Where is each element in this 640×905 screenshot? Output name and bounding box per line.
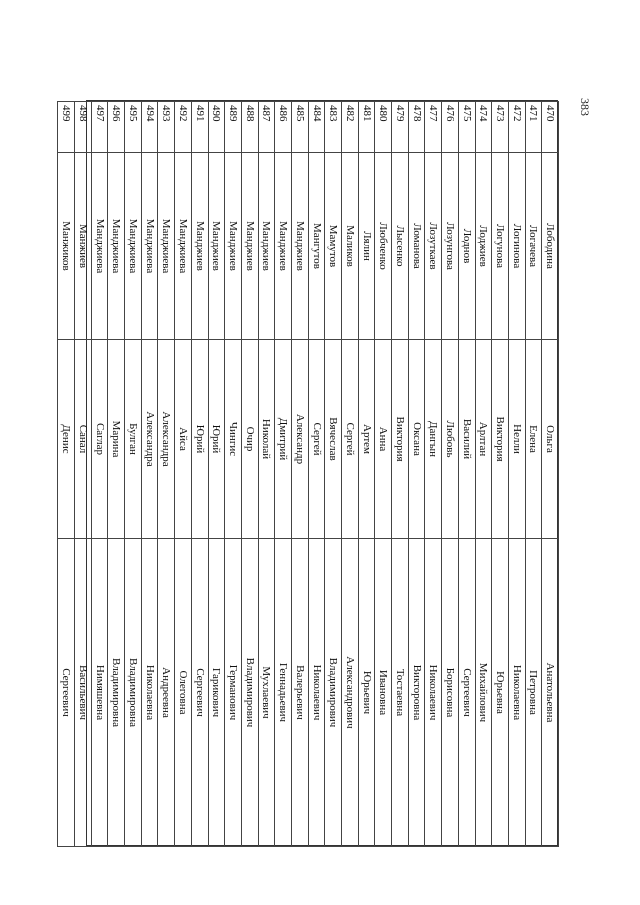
table-row (408, 102, 425, 847)
table-row (275, 102, 292, 847)
cell-num: 498 (75, 102, 92, 153)
cell-patronymic: Викторовна (408, 539, 425, 847)
cell-name: Юрий (191, 340, 208, 539)
cell-num: 492 (175, 102, 192, 153)
table-row (325, 102, 342, 847)
cell-surname: Манджиев (191, 153, 208, 340)
cell-patronymic: Петровна (525, 539, 542, 847)
cell-num: 474 (475, 102, 492, 153)
cell-num: 491 (191, 102, 208, 153)
table-row (208, 102, 225, 847)
cell-num: 499 (58, 102, 75, 153)
cell-surname: Манджиев (241, 153, 258, 340)
cell-name: Арлтан (475, 340, 492, 539)
cell-surname: Лозуткаев (425, 153, 442, 340)
cell-surname: Манджиева (141, 153, 158, 340)
cell-patronymic: Сергеевич (58, 539, 75, 847)
cell-name: Дангын (425, 340, 442, 539)
name-list-table (60, 100, 558, 846)
cell-surname: Маликов (342, 153, 359, 340)
page-number: 383 (578, 98, 592, 116)
cell-surname: Лоднов (458, 153, 475, 340)
cell-name: Александр (292, 340, 309, 539)
cell-name: Анна (375, 340, 392, 539)
cell-num: 471 (525, 102, 542, 153)
cell-num: 486 (275, 102, 292, 153)
cell-name: Саглар (91, 340, 108, 539)
cell-num: 494 (141, 102, 158, 153)
cell-patronymic: Мухлаевич (258, 539, 275, 847)
cell-patronymic: Тостаевна (392, 539, 409, 847)
table-row (442, 102, 459, 847)
cell-surname: Мангутов (308, 153, 325, 340)
cell-num: 487 (258, 102, 275, 153)
table-row (108, 102, 125, 847)
cell-patronymic: Нимяшевна (91, 539, 108, 847)
table-row (475, 102, 492, 847)
cell-num: 480 (375, 102, 392, 153)
cell-surname: Логунова (492, 153, 509, 340)
cell-surname: Манджиев (275, 153, 292, 340)
cell-name: Артем (358, 340, 375, 539)
cell-surname: Лялин (358, 153, 375, 340)
cell-num: 488 (241, 102, 258, 153)
cell-num: 473 (492, 102, 509, 153)
cell-num: 490 (208, 102, 225, 153)
cell-num: 482 (342, 102, 359, 153)
cell-patronymic: Владимирович (241, 539, 258, 847)
cell-patronymic: Николаевич (425, 539, 442, 847)
table-row (392, 102, 409, 847)
cell-name: Марина (108, 340, 125, 539)
rotated-table-content (60, 101, 559, 847)
cell-name: Булган (125, 340, 142, 539)
cell-name: Дмитрий (275, 340, 292, 539)
cell-name: Денис (58, 340, 75, 539)
table-row (542, 102, 559, 847)
table-row (141, 102, 158, 847)
cell-patronymic: Юрьевич (358, 539, 375, 847)
cell-name: Елена (525, 340, 542, 539)
cell-num: 472 (508, 102, 525, 153)
cell-num: 495 (125, 102, 142, 153)
cell-surname: Лысенко (392, 153, 409, 340)
cell-name: Очир (241, 340, 258, 539)
cell-surname: Логачева (525, 153, 542, 340)
cell-patronymic: Владимирович (325, 539, 342, 847)
table-row (58, 102, 75, 847)
cell-name: Юрий (208, 340, 225, 539)
cell-name: Оксана (408, 340, 425, 539)
cell-surname: Ломанова (408, 153, 425, 340)
table-row (525, 102, 542, 847)
cell-patronymic: Германович (225, 539, 242, 847)
cell-name: Василий (458, 340, 475, 539)
cell-patronymic: Анатольевна (542, 539, 559, 847)
table-row (258, 102, 275, 847)
cell-surname: Логинова (508, 153, 525, 340)
cell-patronymic: Владимировна (125, 539, 142, 847)
cell-surname: Манджиев (208, 153, 225, 340)
cell-name: Вячеслав (325, 340, 342, 539)
cell-name: Любовь (442, 340, 459, 539)
cell-patronymic: Борисовна (442, 539, 459, 847)
cell-surname: Манжиков (58, 153, 75, 340)
table-row (241, 102, 258, 847)
table-row (175, 102, 192, 847)
cell-patronymic: Сергеевич (458, 539, 475, 847)
cell-surname: Мамутов (325, 153, 342, 340)
table-row (158, 102, 175, 847)
cell-surname: Манджиева (175, 153, 192, 340)
cell-surname: Манджиев (225, 153, 242, 340)
cell-num: 485 (292, 102, 309, 153)
cell-patronymic: Ивановна (375, 539, 392, 847)
cell-num: 496 (108, 102, 125, 153)
cell-patronymic: Сергеевич (191, 539, 208, 847)
table-row (292, 102, 309, 847)
cell-name: Чингис (225, 340, 242, 539)
cell-patronymic: Васильевич (75, 539, 92, 847)
cell-num: 483 (325, 102, 342, 153)
cell-num: 479 (392, 102, 409, 153)
cell-patronymic: Андреевна (158, 539, 175, 847)
cell-surname: Лоджиев (475, 153, 492, 340)
cell-patronymic: Владимировна (108, 539, 125, 847)
table-row (375, 102, 392, 847)
cell-patronymic: Гарикович (208, 539, 225, 847)
cell-name: Виктория (392, 340, 409, 539)
table-row (225, 102, 242, 847)
table-row (191, 102, 208, 847)
cell-patronymic: Михайлович (475, 539, 492, 847)
cell-surname: Лозунгова (442, 153, 459, 340)
cell-name: Санал (75, 340, 92, 539)
cell-patronymic: Валерьевич (292, 539, 309, 847)
cell-num: 475 (458, 102, 475, 153)
cell-surname: Лободина (542, 153, 559, 340)
cell-patronymic: Николаевна (508, 539, 525, 847)
cell-name: Ольга (542, 340, 559, 539)
cell-patronymic: Александрович (342, 539, 359, 847)
cell-name: Сергей (342, 340, 359, 539)
cell-surname: Манджиева (125, 153, 142, 340)
table (57, 101, 559, 847)
table-row (508, 102, 525, 847)
cell-num: 477 (425, 102, 442, 153)
cell-num: 497 (91, 102, 108, 153)
cell-surname: Манджиева (158, 153, 175, 340)
cell-num: 489 (225, 102, 242, 153)
cell-name: Николай (258, 340, 275, 539)
cell-surname: Манджиев (258, 153, 275, 340)
table-row (75, 102, 92, 847)
cell-num: 484 (308, 102, 325, 153)
cell-surname: Любченко (375, 153, 392, 340)
cell-name: Виктория (492, 340, 509, 539)
cell-num: 470 (542, 102, 559, 153)
cell-name: Александра (141, 340, 158, 539)
table-row (125, 102, 142, 847)
cell-surname: Манжиев (75, 153, 92, 340)
table-row (458, 102, 475, 847)
cell-num: 481 (358, 102, 375, 153)
cell-surname: Манджиев (292, 153, 309, 340)
cell-name: Александра (158, 340, 175, 539)
cell-name: Айса (175, 340, 192, 539)
cell-name: Нелли (508, 340, 525, 539)
cell-patronymic: Николаевна (141, 539, 158, 847)
cell-surname: Манджиева (108, 153, 125, 340)
cell-surname: Манджиева (91, 153, 108, 340)
table-row (425, 102, 442, 847)
cell-patronymic: Николаевич (308, 539, 325, 847)
cell-name: Сергей (308, 340, 325, 539)
cell-num: 493 (158, 102, 175, 153)
table-row (342, 102, 359, 847)
cell-patronymic: Олеговна (175, 539, 192, 847)
cell-patronymic: Геннадьевич (275, 539, 292, 847)
table-row (308, 102, 325, 847)
cell-num: 478 (408, 102, 425, 153)
table-row (358, 102, 375, 847)
cell-num: 476 (442, 102, 459, 153)
table-body (58, 102, 559, 847)
cell-patronymic: Юрьевна (492, 539, 509, 847)
table-row (492, 102, 509, 847)
table-row (91, 102, 108, 847)
